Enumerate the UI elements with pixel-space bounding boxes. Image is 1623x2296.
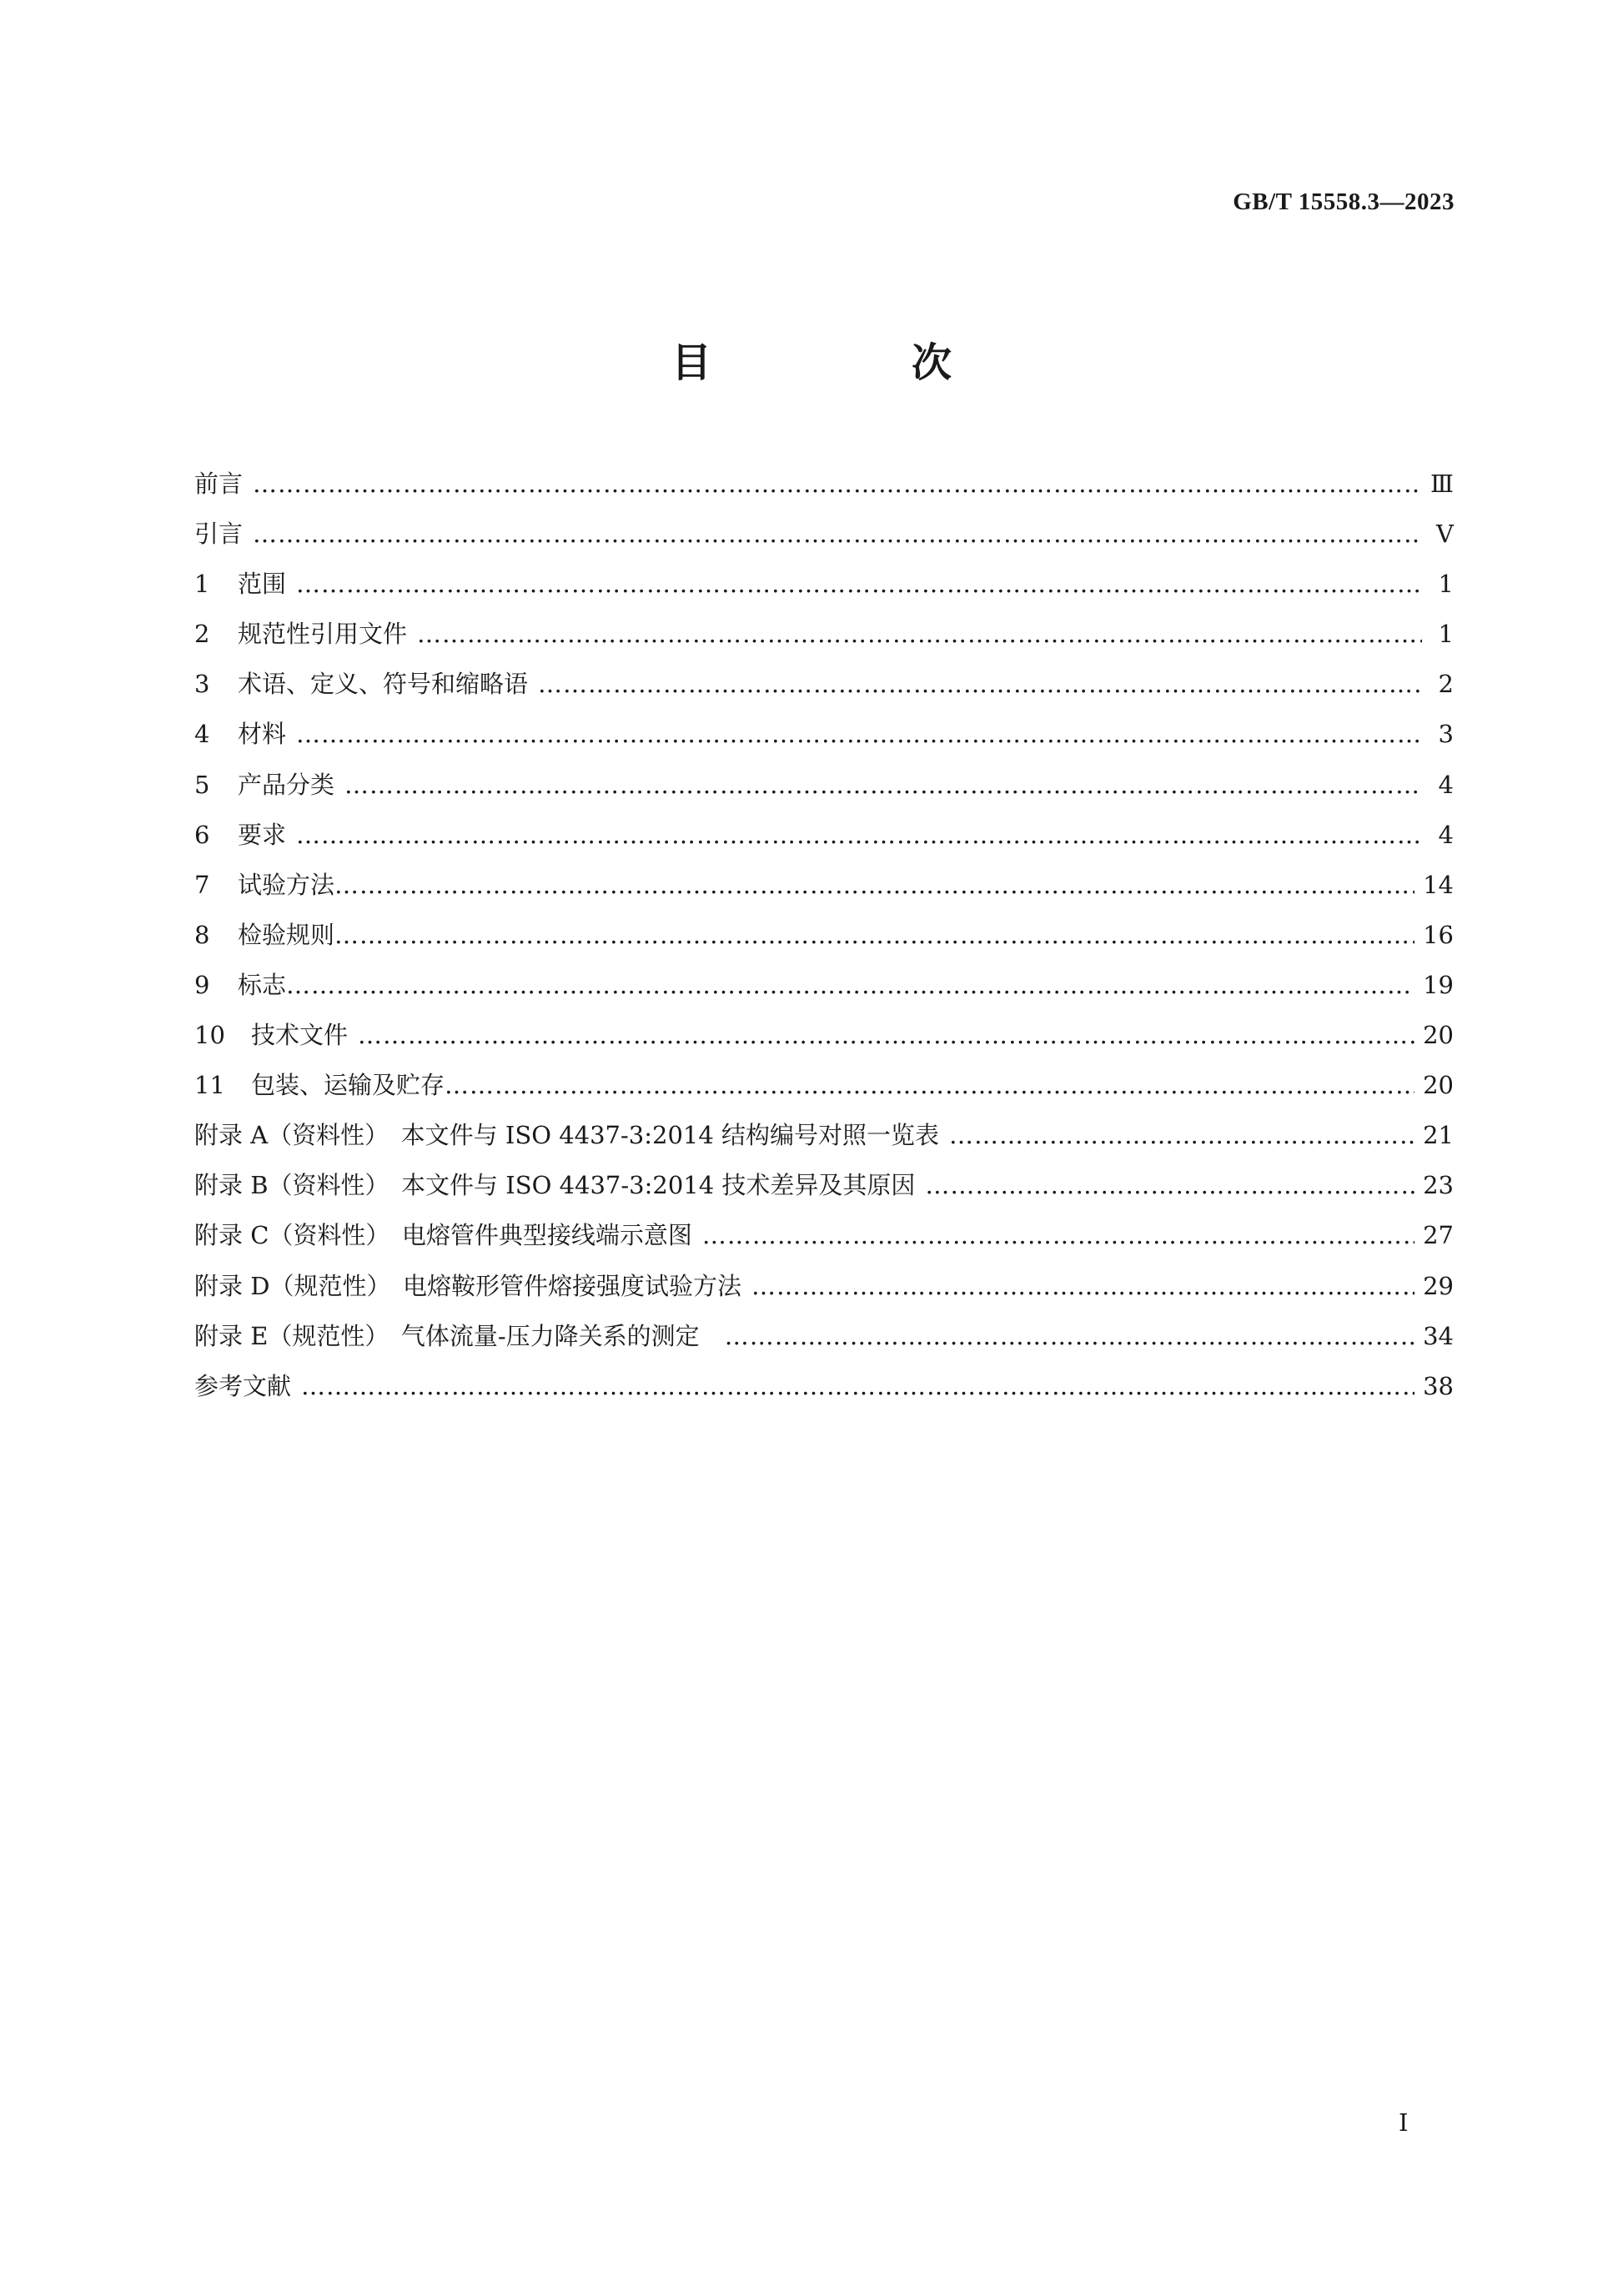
toc-entry-foreword[interactable] [194,459,1454,509]
toc-entry-appendix-c[interactable] [194,1210,1454,1260]
toc-page-number: 29 [1423,1271,1454,1300]
toc-label: 试验方法 [238,870,335,899]
toc-leader [538,659,1422,709]
toc-page-number: 19 [1423,970,1454,999]
toc-page-number: 20 [1423,1021,1454,1050]
toc-entry-appendix-e[interactable] [194,1311,1454,1361]
toc-page-number: 27 [1423,1221,1454,1250]
toc-page-number: 20 [1423,1071,1454,1100]
toc-leader [417,609,1422,659]
toc-page-number: 38 [1423,1371,1454,1400]
toc-label: 检验规则 [238,920,335,949]
toc-entry-10[interactable] [194,1010,1454,1060]
toc-leader [286,960,1414,1010]
toc-label: 引言 [194,520,244,549]
toc-page-number: 1 [1438,570,1454,599]
toc-label: 附录 A（资料性） 本文件与 ISO 4437-3:2014 结构编号对照一览表 [194,1121,940,1150]
toc-page-number: 16 [1423,920,1454,949]
toc-entry-appendix-b[interactable] [194,1160,1454,1210]
toc-section-number: 3 [194,670,210,699]
toc-entry-references[interactable] [194,1361,1454,1411]
toc-section-number: 9 [194,970,210,999]
toc-entry-3[interactable] [194,659,1454,709]
toc-label: 标志 [238,970,287,999]
toc-entry-1[interactable] [194,559,1454,609]
toc-leader [296,810,1422,860]
toc-entry-4[interactable] [194,709,1454,759]
toc-label: 前言 [194,470,244,498]
toc-leader [751,1261,1414,1311]
toc-entry-appendix-d[interactable] [194,1261,1454,1311]
toc-entry-appendix-a[interactable] [194,1110,1454,1160]
toc-page-number: 4 [1438,770,1454,799]
toc-label: 附录 D（规范性） 电熔鞍形管件熔接强度试验方法 [194,1271,741,1300]
toc-page-number: 1 [1438,620,1454,649]
toc-label: 范围 [238,570,287,599]
toc-section-number: 8 [194,920,210,949]
toc-leader [949,1110,1414,1160]
toc-section-number: 1 [194,570,210,599]
toc-page-number: 4 [1438,820,1454,849]
toc-label: 规范性引用文件 [238,620,408,649]
toc-leader [725,1311,1414,1361]
toc-leader [702,1210,1414,1260]
toc-page-number: 14 [1423,870,1454,899]
toc-label: 包装、运输及贮存 [251,1071,445,1100]
toc-label: 要求 [238,820,287,849]
toc-page-number: 23 [1423,1171,1454,1200]
toc-page-number: 21 [1423,1121,1454,1150]
toc-leader [253,509,1422,559]
toc-page-number: Ⅴ [1436,520,1454,549]
toc-label: 术语、定义、符号和缩略语 [238,670,529,699]
toc-section-number: 2 [194,620,210,649]
toc-label: 材料 [238,720,287,749]
toc-leader [344,760,1422,810]
toc-entry-9[interactable] [194,960,1454,1010]
toc-label: 附录 C（资料性） 电熔管件典型接线端示意图 [194,1221,692,1250]
toc-label: 附录 E（规范性） 气体流量-压力降关系的测定 [194,1321,700,1350]
toc-section-number: 7 [194,870,210,899]
table-of-contents [194,459,1454,1411]
standard-code: GB/T 15558.3—2023 [1233,188,1455,215]
toc-section-number: 5 [194,770,210,799]
toc-section-number: 6 [194,820,210,849]
toc-page-number: 2 [1438,670,1454,699]
toc-section-number: 11 [194,1071,225,1100]
toc-page-number: 34 [1423,1321,1454,1350]
toc-section-number: 4 [194,720,210,749]
page-number: Ⅰ [1399,2110,1409,2137]
toc-leader [301,1361,1414,1411]
toc-leader [445,1060,1414,1110]
toc-entry-introduction[interactable] [194,509,1454,559]
toc-entry-11[interactable] [194,1060,1454,1110]
toc-leader [253,459,1422,509]
toc-page-number: 3 [1438,720,1454,749]
toc-entry-5[interactable] [194,760,1454,810]
toc-entry-6[interactable] [194,810,1454,860]
toc-leader [334,860,1414,910]
toc-leader [296,559,1422,609]
toc-section-number: 10 [194,1021,225,1050]
toc-page-number: Ⅲ [1430,470,1454,498]
toc-entry-2[interactable] [194,609,1454,659]
toc-leader [296,709,1422,759]
toc-entry-7[interactable] [194,860,1454,910]
toc-label: 技术文件 [251,1021,349,1050]
toc-leader [925,1160,1414,1210]
toc-label: 附录 B（资料性） 本文件与 ISO 4437-3:2014 技术差异及其原因 [194,1171,916,1200]
toc-leader [334,910,1414,960]
page-title: 目 次 [671,339,1032,386]
toc-entry-8[interactable] [194,910,1454,960]
toc-label: 参考文献 [194,1371,292,1400]
toc-label: 产品分类 [238,770,335,799]
toc-leader [358,1010,1414,1060]
